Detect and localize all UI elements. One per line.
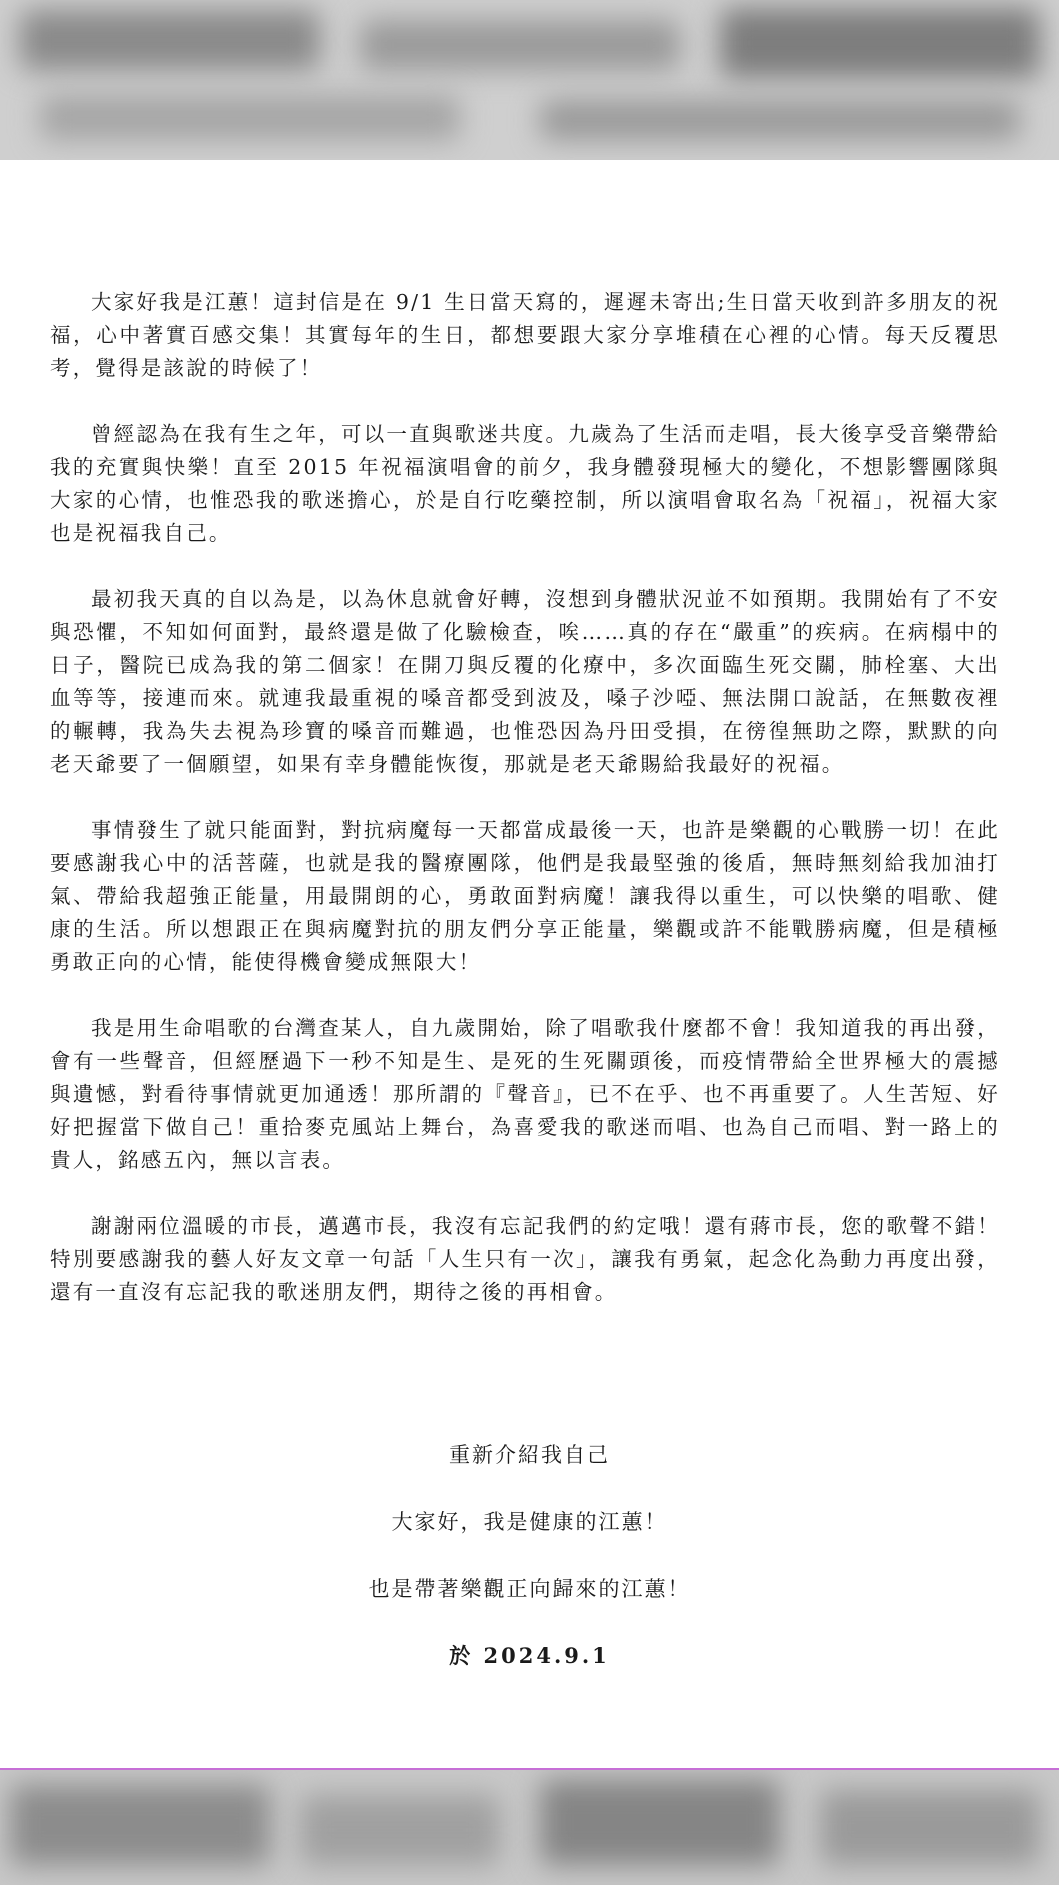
closing-line: 大家好，我是健康的江蕙！ <box>391 1510 668 1534</box>
letter-paragraph: 曾經認為在我有生之年，可以一直與歌迷共度。九歲為了生活而走唱，長大後享受音樂帶給我的充實與快樂！直至 2015 年祝福演唱會的前夕，我身體發現極大的變化，不想影響團隊與大家的心情，也惟恐我的歌迷擔心，於是自行吃藥控制，所以演唱會取名為「祝福」，祝福大家也是祝福我自己。 <box>50 422 1000 545</box>
letter-body <box>50 286 1000 1342</box>
letter-paragraph: 最初我天真的自以為是，以為休息就會好轉，沒想到身體狀況並不如預期。我開始有了不安與恐懼，不知如何面對，最終還是做了化驗檢查，唉……真的存在“嚴重”的疾病。在病榻中的日子，醫院已成為我的第二個家！在開刀與反覆的化療中，多次面臨生死交關，肺栓塞、大出血等等，接連而來。就連我最重視的嗓音都受到波及，嗓子沙啞、無法開口說話，在無數夜裡的輾轉，我為失去視為珍寶的嗓音而難過，也惟恐因為丹田受損，在徬徨無助之際，默默的向老天爺要了一個願望，如果有幸身體能恢復，那就是老天爺賜給我最好的祝福。 <box>50 587 1000 776</box>
letter-paragraph: 我是用生命唱歌的台灣查某人，自九歲開始，除了唱歌我什麼都不會！我知道我的再出發，會有一些聲音，但經歷過下一秒不知是生、是死的生死關頭後，而疫情帶給全世界極大的震撼與遺憾，對看待事情就更加通透！那所謂的『聲音』，已不在乎、也不再重要了。人生苦短、好好把握當下做自己！重拾麥克風站上舞台，為喜愛我的歌迷而唱、也為自己而唱、對一路上的貴人，銘感五內，無以言表。 <box>50 1016 1000 1172</box>
blurred-bottom-banner <box>0 1768 1059 1885</box>
letter-paragraph: 大家好我是江蕙！這封信是在 9/1 生日當天寫的，遲遲未寄出;生日當天收到許多朋友的祝福，心中著實百感交集！其實每年的生日，都想要跟大家分享堆積在心裡的心情。每天反覆思考，覺得是該說的時候了！ <box>50 290 1000 380</box>
blur-shape <box>40 95 460 140</box>
blur-shape <box>540 100 1020 140</box>
blurred-top-banner <box>0 0 1059 160</box>
blur-shape <box>820 1790 1040 1865</box>
letter-paragraph: 謝謝兩位溫暖的市長，邁邁市長，我沒有忘記我們的約定哦！還有蔣市長，您的歌聲不錯！特別要感謝我的藝人好友文章一句話「人生只有一次」，讓我有勇氣，起念化為動力再度出發，還有一直沒有忘記我的歌迷朋友們，期待之後的再相會。 <box>50 1214 1000 1304</box>
letter-date: 於 2024.9.1 <box>449 1643 610 1668</box>
blur-shape <box>360 20 680 70</box>
blur-shape <box>20 10 320 70</box>
closing-line: 也是帶著樂觀正向歸來的江蕙！ <box>368 1577 691 1601</box>
letter-paragraph: 事情發生了就只能面對，對抗病魔每一天都當成最後一天，也許是樂觀的心戰勝一切！在此要感謝我心中的活菩薩，也就是我的醫療團隊，他們是我最堅強的後盾，無時無刻給我加油打氣、帶給我超強正能量，用最開朗的心，勇敢面對病魔！讓我得以重生，可以快樂的唱歌、健康的生活。所以想跟正在與病魔對抗的朋友們分享正能量，樂觀或許不能戰勝病魔，但是積極勇敢正向的心情，能使得機會變成無限大！ <box>50 818 1000 974</box>
blur-shape <box>720 8 1040 78</box>
letter-closing <box>0 1440 1059 1671</box>
blur-shape <box>540 1780 780 1865</box>
blur-shape <box>10 1785 270 1865</box>
closing-line: 重新介紹我自己 <box>449 1443 610 1467</box>
blur-shape <box>300 1795 500 1865</box>
